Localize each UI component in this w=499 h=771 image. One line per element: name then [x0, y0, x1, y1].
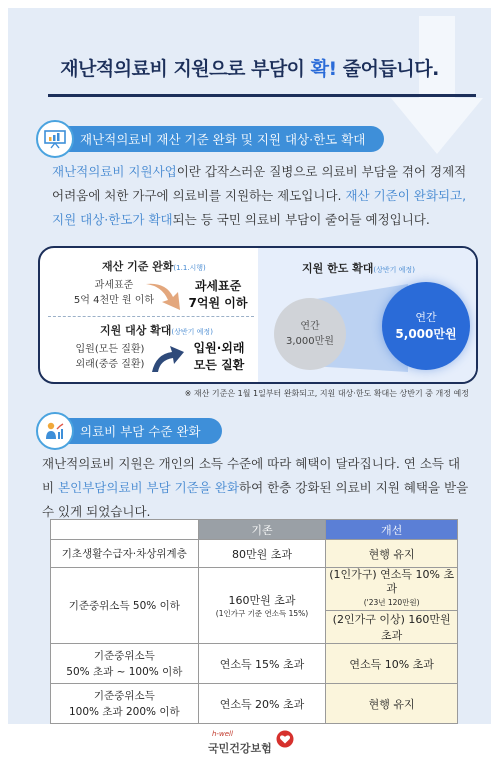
row-new-value: 현행 유지: [326, 684, 458, 724]
limit-new-circle: 연간 5,000만원: [382, 282, 470, 370]
comparison-table: [50, 519, 458, 724]
heart-logo-icon: [276, 730, 294, 748]
summary-divider: [48, 316, 254, 317]
row-old-value: 80만원 초과: [198, 540, 326, 568]
page-title: 재난적의료비 지원으로 부담이 확! 줄어듭니다.: [60, 58, 439, 80]
title-underline: [48, 94, 476, 97]
row-old-value: 160만원 초과 (1인가구 기준 연소득 15%): [198, 568, 326, 644]
row-new-value-single: (1인가구) 연소득 10% 초과 ('23년 120만원): [326, 568, 458, 611]
header-blank: [51, 520, 199, 540]
up-arrow-icon: [150, 342, 186, 374]
person-chart-icon: [36, 412, 74, 450]
limit-old-circle: 연간 3,000만원: [274, 298, 346, 370]
summary-left-panel: [40, 248, 258, 382]
summary-box: [38, 246, 478, 384]
asset-before: 과세표준 5억 4천만 원 이하: [73, 280, 155, 306]
row-new-value: 현행 유지: [326, 540, 458, 568]
section1-title: 재난적의료비 재산 기준 완화 및 지원 대상·한도 확대: [62, 126, 384, 152]
section2-paragraph: 재난적의료비 지원은 개인의 소득 수준에 따라 혜택이 달라집니다. 연 소득 대비 본인부담의료비 부담 기준을 완화하여 한층 강화된 의료비 지원 혜택을 받을 수 있게 되었습니다.: [42, 456, 469, 519]
table-row: [51, 644, 458, 684]
table-row: [51, 684, 458, 724]
target-after: 입원·외래 모든 질환: [193, 341, 245, 372]
target-before: 입원(모든 질환) 외래(중증 질환): [75, 344, 145, 370]
table-row: [51, 540, 458, 568]
section2-header: [36, 412, 222, 450]
logo-tagline: h-well: [212, 730, 233, 738]
row-old-value: 연소득 15% 초과: [198, 644, 326, 684]
logo-name: 국민건강보험: [208, 742, 272, 755]
row-label: 기준중위소득 100% 초과 200% 이하: [51, 684, 199, 724]
asset-after: 과세표준 7억원 이하: [188, 279, 248, 310]
asset-criteria-title: 재산 기준 완화(1.1.시행): [102, 260, 206, 273]
row-old-value: 연소득 20% 초과: [198, 684, 326, 724]
row-label: 기준중위소득 50% 이하: [51, 568, 199, 644]
header-new: 개선: [326, 520, 458, 540]
section2-title: 의료비 부담 수준 완화: [62, 418, 222, 444]
summary-right-panel: [258, 248, 478, 382]
row-new-value-multi: (2인가구 이상) 160만원 초과: [326, 611, 458, 644]
target-expansion-title: 지원 대상 확대(상반기 예정): [100, 324, 213, 337]
row-label: 기준중위소득 50% 초과 ~ 100% 이하: [51, 644, 199, 684]
nhis-logo: [208, 730, 298, 764]
table-header-row: [51, 520, 458, 540]
section1-paragraph: 재난적의료비 지원사업이란 갑작스러운 질병으로 의료비 부담을 겪어 경제적 어려움에 처한 가구에 의료비를 지원하는 제도입니다. 재산 기준이 완화되고, 지원 대상·한도가 확대되는 등 국민 의료비 부담이 줄어들 예정입니다.: [52, 164, 467, 227]
header-old: 기존: [198, 520, 326, 540]
title-accent: 확!: [310, 58, 337, 80]
down-arrow-decoration: [391, 16, 483, 156]
row-new-value: 연소득 10% 초과: [326, 644, 458, 684]
presentation-board-icon: [36, 120, 74, 158]
footnote: ※ 재산 기준은 1월 1일부터 완화되고, 지원 대상·한도 확대는 상반기 중 개정 예정: [184, 389, 469, 398]
limit-expansion-title: 지원 한도 확대(상반기 예정): [302, 262, 415, 275]
section1-header: [36, 120, 384, 158]
table-row: [51, 568, 458, 611]
row-label: 기초생활수급자·차상위계층: [51, 540, 199, 568]
